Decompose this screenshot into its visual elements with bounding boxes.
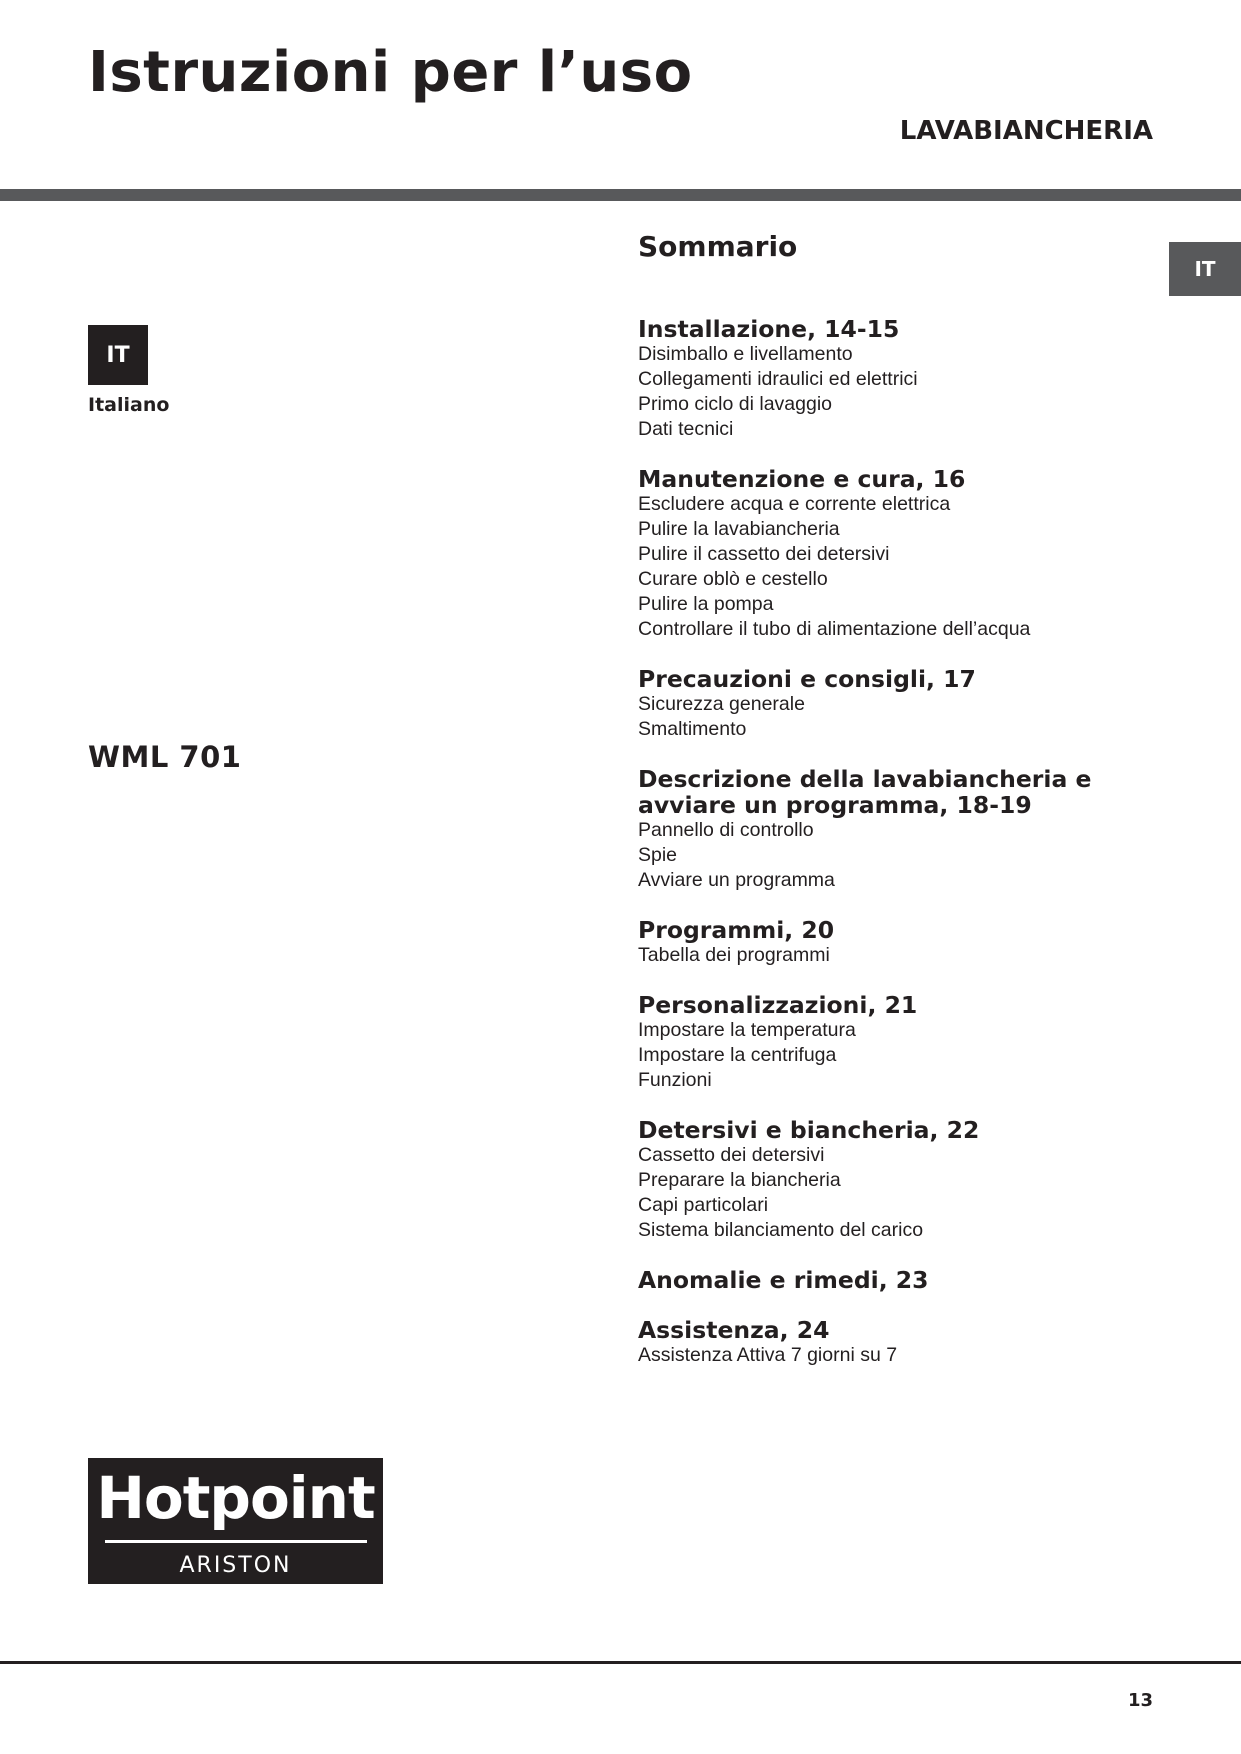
footer-divider: [0, 1661, 1241, 1664]
toc-item: Sicurezza generale: [638, 692, 805, 715]
toc-item: Sistema bilanciamento del carico: [638, 1218, 924, 1241]
toc-item: Tabella dei programmi: [638, 943, 830, 966]
toc-title: Sommario: [638, 230, 798, 263]
toc-section: [638, 316, 1158, 442]
logo-brand-text: Hotpoint: [96, 1464, 375, 1532]
toc-section-heading: Programmi, 20: [638, 915, 835, 944]
logo-sub-text: ARISTON: [179, 1553, 292, 1578]
toc-section: [638, 1317, 1158, 1368]
brand-logo: [88, 1458, 383, 1584]
toc-item: Funzioni: [638, 1068, 712, 1091]
toc-section: [638, 1267, 1158, 1293]
toc-item: Pulire il cassetto dei detersivi: [638, 542, 890, 565]
toc-item: Preparare la biancheria: [638, 1168, 841, 1191]
toc-section: [638, 766, 1158, 893]
page-title: Istruzioni per l’uso: [88, 40, 693, 105]
toc-item: Capi particolari: [638, 1193, 769, 1216]
table-of-contents: [638, 230, 1158, 1392]
toc-section: [638, 1117, 1158, 1243]
toc-item: Avviare un programma: [638, 868, 835, 891]
toc-section-heading: Personalizzazioni, 21: [638, 990, 918, 1019]
toc-item: Collegamenti idraulici ed elettrici: [638, 367, 918, 390]
page-number: 13: [1127, 1690, 1153, 1711]
toc-item: Controllare il tubo di alimentazione dell’acqua: [638, 617, 1031, 640]
toc-section-heading-line: Descrizione della lavabiancheria e: [638, 764, 1092, 793]
toc-section-heading: Precauzioni e consigli, 17: [638, 664, 976, 693]
toc-item: Impostare la temperatura: [638, 1018, 856, 1041]
toc-item: Disimballo e livellamento: [638, 342, 853, 365]
toc-item: Spie: [638, 843, 678, 866]
toc-item: Assistenza Attiva 7 giorni su 7: [638, 1343, 898, 1366]
toc-item: Curare oblò e cestello: [638, 567, 828, 590]
toc-section-heading: Manutenzione e cura, 16: [638, 464, 966, 493]
toc-section: [638, 466, 1158, 642]
model-name: WML 701: [88, 740, 242, 774]
toc-section: [638, 666, 1158, 742]
toc-section: [638, 992, 1158, 1093]
toc-section-heading: Assistenza, 24: [638, 1315, 830, 1344]
toc-item: Cassetto dei detersivi: [638, 1143, 825, 1166]
product-type-label: LAVABIANCHERIA: [899, 116, 1153, 146]
toc-section: [638, 917, 1158, 968]
language-name: Italiano: [88, 394, 170, 416]
toc-item: Primo ciclo di lavaggio: [638, 392, 833, 415]
toc-item: Escludere acqua e corrente elettrica: [638, 492, 951, 515]
toc-section-heading: Installazione, 14-15: [638, 314, 900, 343]
toc-item: Dati tecnici: [638, 417, 734, 440]
toc-item: Smaltimento: [638, 717, 747, 740]
toc-section-heading: Detersivi e biancheria, 22: [638, 1115, 980, 1144]
language-side-tab: IT: [1169, 242, 1241, 296]
header-divider: [0, 189, 1241, 201]
toc-item: Impostare la centrifuga: [638, 1043, 837, 1066]
toc-section-heading: Anomalie e rimedi, 23: [638, 1265, 929, 1294]
toc-item: Pulire la lavabiancheria: [638, 517, 840, 540]
toc-section-heading-line: avviare un programma, 18-19: [638, 790, 1032, 819]
language-code-badge: IT: [88, 325, 148, 385]
logo-divider: [105, 1540, 367, 1543]
toc-item: Pulire la pompa: [638, 592, 774, 615]
toc-item: Pannello di controllo: [638, 818, 814, 841]
